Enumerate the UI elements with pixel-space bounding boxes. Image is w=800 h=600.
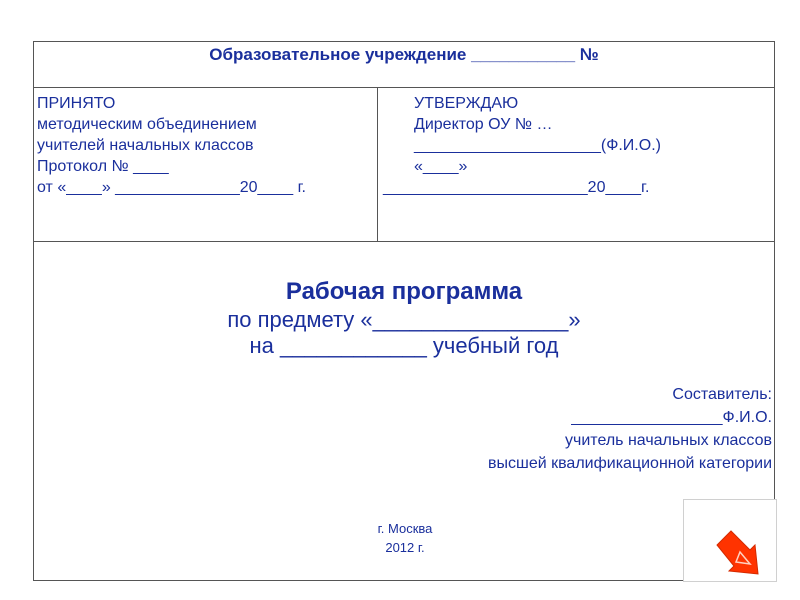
- accepted-block: [37, 93, 306, 198]
- program-subject: по предмету «________________»: [227, 307, 581, 332]
- author-line: высшей квалификационной категории: [487, 455, 772, 472]
- program-title-block: [33, 277, 775, 359]
- approved-line: УТВЕРЖДАЮ: [414, 95, 519, 112]
- approved-line: Директор ОУ № …: [414, 116, 553, 133]
- accepted-line: от «____» ______________20____ г.: [37, 179, 306, 196]
- footer-year: 2012 г.: [385, 540, 425, 555]
- approved-block: [383, 93, 661, 198]
- accepted-line: Протокол № ____: [37, 158, 169, 175]
- footer-city: г. Москва: [377, 521, 433, 536]
- next-arrow-icon: [684, 500, 778, 583]
- approved-line: _____________________(Ф.И.О.): [414, 137, 661, 154]
- footer-block: [350, 519, 460, 557]
- divider-header: [33, 87, 775, 88]
- approved-line: «____»: [414, 158, 468, 175]
- program-year: на ____________ учебный год: [249, 333, 559, 358]
- accepted-line: методическим объединением: [37, 116, 257, 133]
- accepted-line: ПРИНЯТО: [37, 95, 116, 112]
- approved-line: _______________________20____г.: [383, 179, 650, 196]
- next-slide-button[interactable]: [683, 499, 777, 582]
- author-line: учитель начальных классов: [565, 432, 772, 449]
- divider-body: [33, 241, 775, 242]
- institution-header: Образовательное учреждение ___________ №: [209, 45, 599, 64]
- author-block: [488, 383, 772, 475]
- program-title: Рабочая программа: [285, 278, 523, 305]
- author-line: _________________Ф.И.О.: [571, 409, 772, 426]
- divider-vertical: [377, 87, 378, 241]
- accepted-line: учителей начальных классов: [37, 137, 254, 154]
- author-line: Составитель:: [672, 386, 772, 403]
